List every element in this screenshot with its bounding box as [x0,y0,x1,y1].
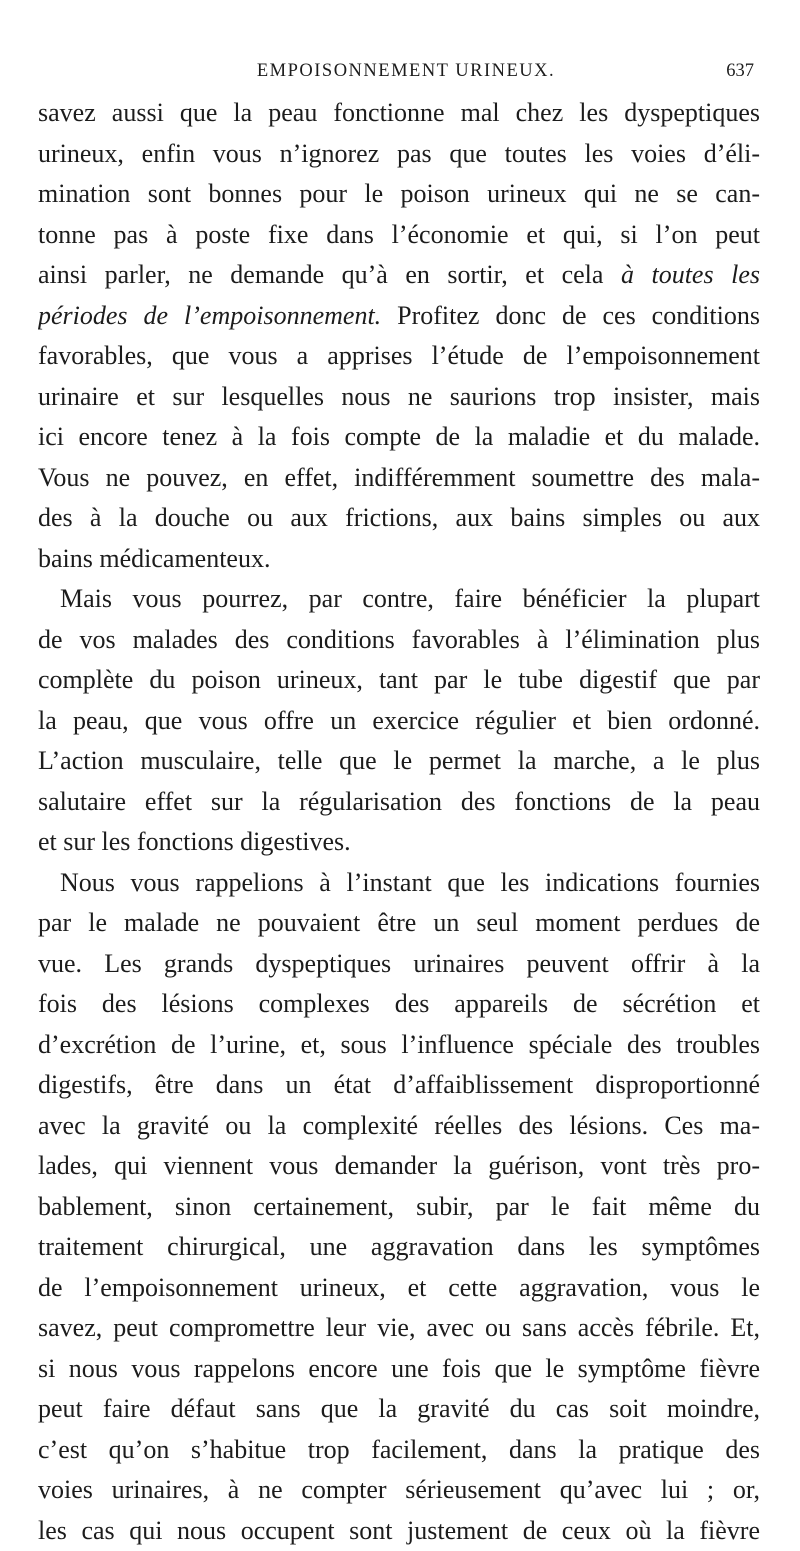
italic-phrase: à toutes les [621,260,760,289]
text-line: d’excrétion de l’urine, et, sous l’influence spéciale des troubles [38,1025,760,1066]
text-line: vue. Les grands dyspeptiques urinaires peuvent offrir à la [38,944,760,985]
text-line: et sur les fonctions digestives. [38,822,760,863]
text-line: périodes de l’empoisonnement. Profitez donc de ces conditions [38,296,760,337]
text-line: savez, peut compromettre leur vie, avec ou sans accès fébrile. Et, [38,1308,760,1349]
text-line: tonne pas à poste fixe dans l’économie et qui, si l’on peut [38,215,760,256]
text-line: par le malade ne pouvaient être un seul moment perdues de [38,903,760,944]
text-line: fois des lésions complexes des appareils de sécrétion et [38,984,760,1025]
text-line: ainsi parler, ne demande qu’à en sortir, et cela à toutes les [38,255,760,296]
running-title: EMPOISONNEMENT URINEUX. [126,58,686,84]
text-line: ici encore tenez à la fois compte de la maladie et du malade. [38,417,760,458]
text-line: lades, qui viennent vous demander la guérison, vont très pro- [38,1146,760,1187]
text-line: urinaire et sur lesquelles nous ne saurions trop insister, mais [38,377,760,418]
running-head [0,58,800,84]
text-line: complète du poison urineux, tant par le tube digestif que par [38,660,760,701]
text-line: les cas qui nous occupent sont justement de ceux où la fièvre [38,1511,760,1551]
italic-phrase: périodes de l’empoisonnement. [38,301,381,330]
text-line: la peau, que vous offre un exercice régulier et bien ordonné. [38,701,760,742]
text-line: bains médicamenteux. [38,539,760,580]
text-line: c’est qu’on s’habitue trop facilement, dans la pratique des [38,1430,760,1471]
text-line: de vos malades des conditions favorables à l’élimination plus [38,620,760,661]
text-line: des à la douche ou aux frictions, aux bains simples ou aux [38,498,760,539]
text-line: de l’empoisonnement urineux, et cette aggravation, vous le [38,1268,760,1309]
text-line: urineux, enfin vous n’ignorez pas que toutes les voies d’éli- [38,134,760,175]
text-line: avec la gravité ou la complexité réelles des lésions. Ces ma- [38,1106,760,1147]
text-line: digestifs, être dans un état d’affaiblissement disproportionné [38,1065,760,1106]
text-line: Vous ne pouvez, en effet, indifféremment soumettre des mala- [38,458,760,499]
text-line: Nous vous rappelions à l’instant que les indications fournies [38,863,760,904]
text-line: si nous vous rappelons encore une fois que le symptôme fièvre [38,1349,760,1390]
text-line: L’action musculaire, telle que le permet la marche, a le plus [38,741,760,782]
text-line: salutaire effet sur la régularisation des fonctions de la peau [38,782,760,823]
text-line: mination sont bonnes pour le poison urineux qui ne se can- [38,174,760,215]
text-line: voies urinaires, à ne compter sérieusement qu’avec lui ; or, [38,1470,760,1511]
text-line: peut faire défaut sans que la gravité du cas soit moindre, [38,1389,760,1430]
page-number: 637 [726,58,754,84]
text-line: bablement, sinon certainement, subir, par le fait même du [38,1187,760,1228]
text-line: favorables, que vous a apprises l’étude de l’empoisonnement [38,336,760,377]
text-line: savez aussi que la peau fonctionne mal chez les dyspeptiques [38,93,760,134]
text-line: traitement chirurgical, une aggravation dans les symptômes [38,1227,760,1268]
body-text [38,93,760,1551]
text-line: Mais vous pourrez, par contre, faire bénéficier la plupart [38,579,760,620]
